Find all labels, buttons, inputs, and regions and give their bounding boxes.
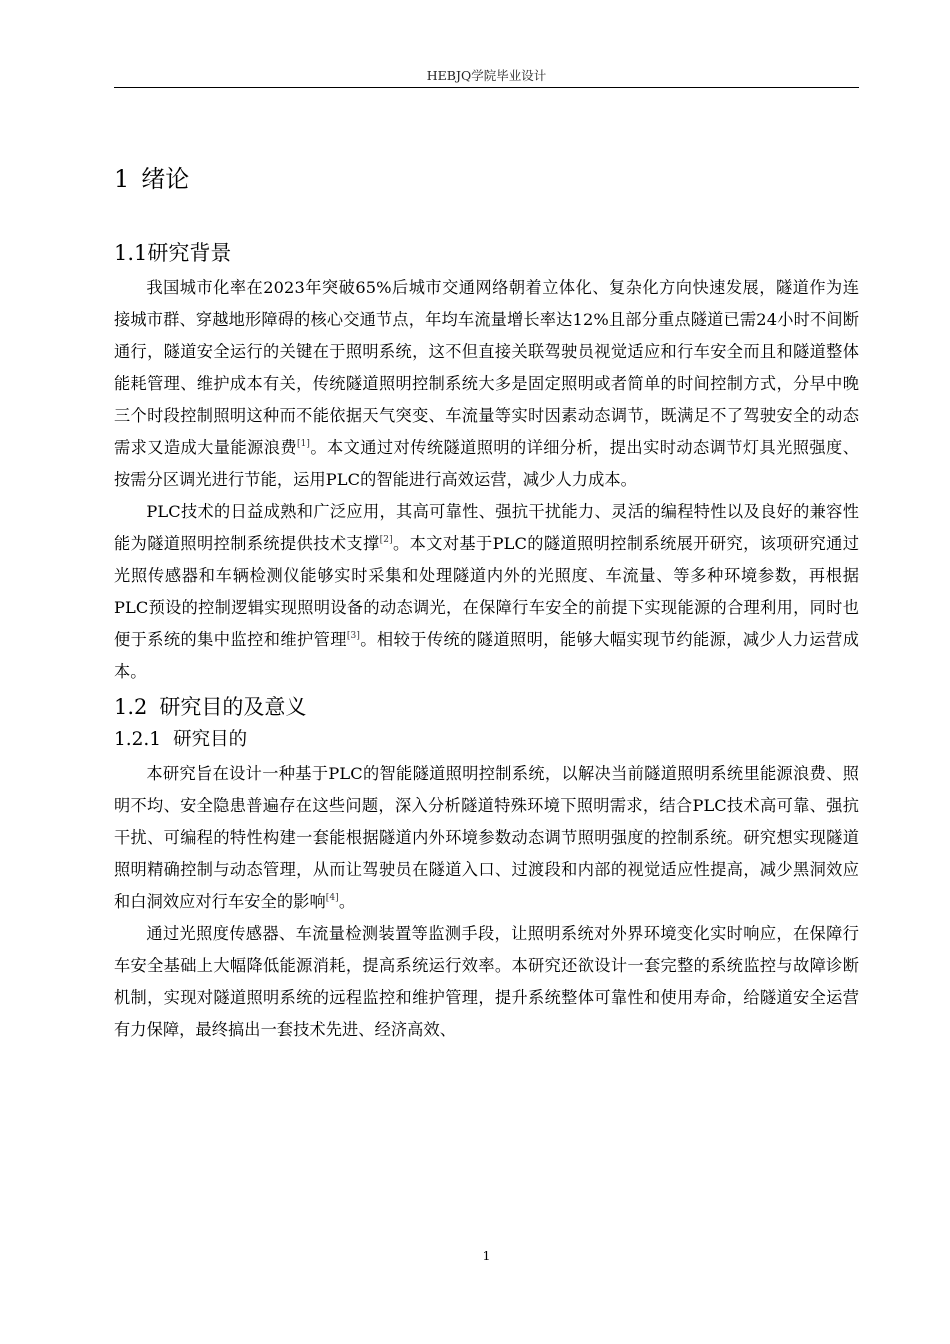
- paragraph-text: 。本文通过对传统隧道照明的详细分析，提出实时动态调节灯具光照强度、按需分区调光进行节能，运用PLC的智能进行高效运营，减少人力成本。: [114, 438, 859, 489]
- document-body: [114, 100, 859, 1046]
- chapter-title: 绪论: [141, 165, 190, 193]
- section-heading-1-1: [114, 238, 859, 268]
- citation-ref-1: [1]: [296, 439, 311, 449]
- section-number: 1.1: [114, 241, 148, 265]
- paragraph-text: 通过光照度传感器、车流量检测装置等监测手段，让照明系统对外界环境变化实时响应，在保障行车安全基础上大幅降低能源消耗，提高系统运行效率。本研究还欲设计一套完整的系统监控与故障诊断机制，实现对隧道照明系统的远程监控和维护管理，提升系统整体可靠性和使用寿命，给隧道安全运营有力保障，最终搞出一套技术先进、经济高效、: [114, 924, 859, 1039]
- page-number: 1: [482, 1248, 491, 1263]
- subsection-heading-1-2-1: [114, 726, 859, 754]
- citation-ref-3: [3]: [346, 631, 360, 641]
- paragraph-text: 。: [338, 892, 356, 911]
- subsection-title: 研究目的: [173, 729, 248, 750]
- paragraph-text: 我国城市化率在2023年突破65%后城市交通网络朝着立体化、复杂化方向快速发展，隧道作为连接城市群、穿越地形障碍的核心交通节点，年均车流量增长率达12%且部分重点隧道已需24小时不间断通行，隧道安全运行的关键在于照明系统，这不但直接关联驾驶员视觉适应和行车安全而且和隧道整体能耗管理、维护成本有关，传统隧道照明控制系统大多是固定照明或者简单的时间控制方式，分早中晚三个时段控制照明这种而不能依据天气突变、车流量等实时因素动态调节，既满足不了驾驶安全的动态需求又造成大量能源浪费: [114, 278, 859, 457]
- paragraph-2: [114, 496, 859, 688]
- paragraph-3: [114, 758, 859, 918]
- page-header: HEBJQ学院毕业设计: [426, 68, 547, 83]
- paragraph-text: 。相较于传统的隧道照明，能够大幅实现节约能源，减少人力运营成本。: [114, 630, 859, 681]
- paragraph-1: [114, 272, 859, 496]
- citation-ref-2: [2]: [379, 535, 393, 545]
- header-rule: [114, 87, 859, 88]
- chapter-number: 1: [114, 165, 130, 193]
- paragraph-text: 。本文对基于PLC的隧道照明控制系统展开研究，该项研究通过光照传感器和车辆检测仪能够实时采集和处理隧道内外的光照度、车流量、等多种环境参数，再根据PLC预设的控制逻辑实现照明设备的动态调光，在保障行车安全的前提下实现能源的合理利用，同时也便于系统的集中监控和维护管理: [114, 534, 859, 649]
- section-title: 研究目的及意义: [159, 695, 307, 719]
- section-title: 研究背景: [147, 241, 232, 265]
- section-heading-1-2: [114, 692, 859, 722]
- paragraph-text: 本研究旨在设计一种基于PLC的智能隧道照明控制系统，以解决当前隧道照明系统里能源浪费、照明不均、安全隐患普遍存在这些问题，深入分析隧道特殊环境下照明需求，结合PLC技术高可靠、强抗干扰、可编程的特性构建一套能根据隧道内外环境参数动态调节照明强度的控制系统。研究想实现隧道照明精确控制与动态管理，从而让驾驶员在隧道入口、过渡段和内部的视觉适应性提高，减少黑洞效应和白洞效应对行车安全的影响: [114, 764, 859, 911]
- section-number: 1.2: [114, 695, 148, 719]
- citation-ref-4: [4]: [325, 893, 339, 903]
- chapter-heading: [114, 162, 859, 196]
- subsection-number: 1.2.1: [114, 729, 162, 750]
- paragraph-4: [114, 918, 859, 1046]
- paragraph-text: PLC技术的日益成熟和广泛应用，其高可靠性、强抗干扰能力、灵活的编程特性以及良好的兼容性能为隧道照明控制系统提供技术支撑: [114, 502, 859, 553]
